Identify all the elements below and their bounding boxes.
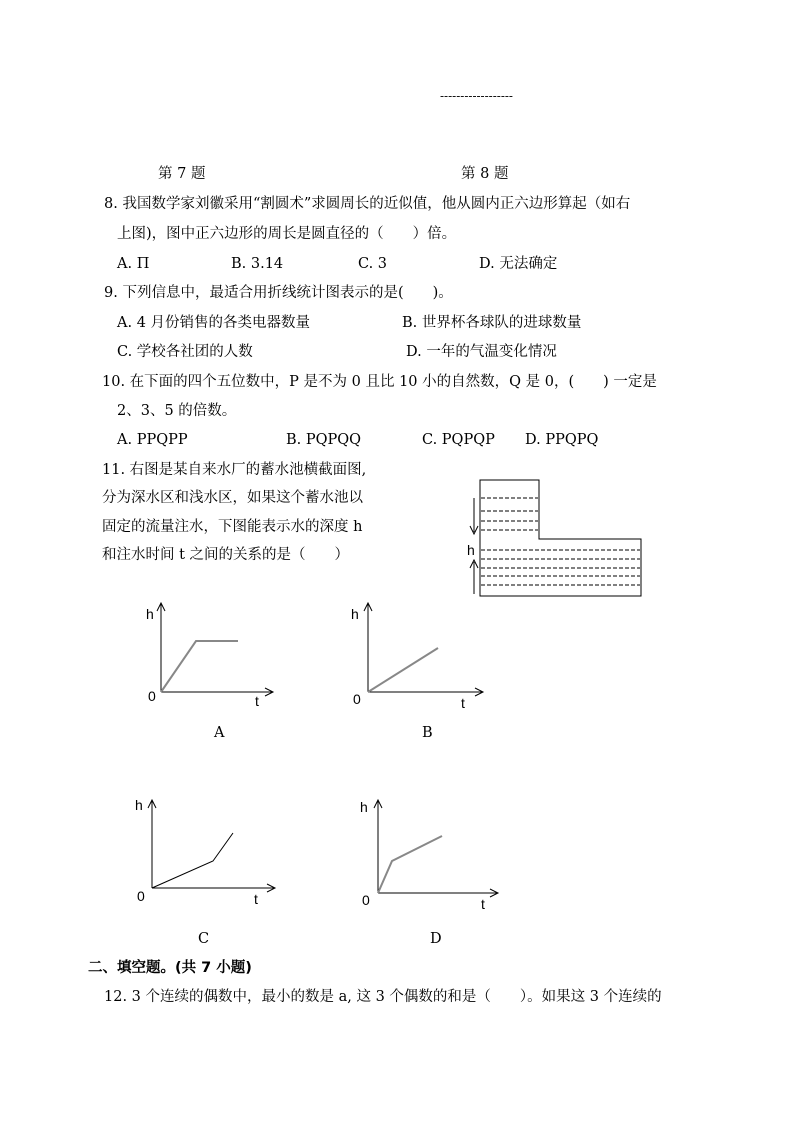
reservoir-cross-section-diagram: [460, 476, 645, 601]
graph-c-y-label: h: [135, 797, 143, 813]
question-9-option-a: A. 4 月份销售的各类电器数量: [117, 315, 311, 331]
question-11-text-line1: 11. 右图是某自来水厂的蓄水池横截面图,: [102, 462, 367, 478]
graph-b-x-label: t: [461, 695, 465, 711]
question-10-option-d: D. PPQPQ: [525, 432, 599, 448]
question-8-option-b: B. 3.14: [231, 256, 284, 272]
graph-d-origin-label: 0: [362, 892, 370, 908]
graph-c-origin-label: 0: [137, 888, 145, 904]
graph-a-curve: [161, 641, 238, 692]
question-8-text-line2: 上图)，图中正六边形的周长是圆直径的（ ）倍。: [117, 226, 457, 242]
graph-a-x-label: t: [255, 693, 259, 709]
question-11-text-line3: 固定的流量注水，下图能表示水的深度 h: [102, 519, 363, 535]
question-10-option-b: B. PQPQQ: [286, 432, 362, 448]
graph-a-y-label: h: [146, 606, 154, 622]
graph-option-a: [140, 600, 290, 710]
question-9-option-b: B. 世界杯各球队的进球数量: [402, 315, 582, 331]
header-dash-line: ------------------: [440, 89, 513, 103]
graph-option-b: [345, 600, 495, 710]
question-10-text-line1: 10. 在下面的四个五位数中，P 是不为 0 且比 10 小的自然数，Q 是 0，( ) 一定是: [102, 374, 657, 390]
question-9-option-c: C. 学校各社团的人数: [117, 344, 253, 360]
question-8-option-a: A. Π: [117, 256, 150, 272]
question-9-option-d: D. 一年的气温变化情况: [406, 344, 557, 360]
graph-c-option-label: C: [198, 931, 210, 947]
question-11-text-line2: 分为深水区和浅水区，如果这个蓄水池以: [102, 490, 363, 506]
caption-question-8: 第 8 题: [461, 166, 509, 182]
graph-b-option-label: B: [422, 725, 433, 741]
caption-question-7: 第 7 题: [158, 166, 206, 182]
graph-d-curve: [378, 836, 442, 893]
graph-a-origin-label: 0: [148, 688, 156, 704]
question-12-text: 12. 3 个连续的偶数中，最小的数是 a, 这 3 个偶数的和是（ ）。如果这 3 个连续的: [104, 989, 662, 1005]
question-10-option-a: A. PPQPP: [117, 432, 188, 448]
question-8-text-line1: 8. 我国数学家刘徽采用“割圆术”求圆周长的近似值，他从圆内正六边形算起（如右: [104, 196, 631, 212]
graph-b-y-label: h: [351, 606, 359, 622]
graph-d-y-label: h: [360, 799, 368, 815]
graph-c-x-label: t: [254, 891, 258, 907]
graph-option-d: [356, 795, 506, 915]
graph-d-option-label: D: [430, 931, 442, 947]
question-8-option-c: C. 3: [358, 256, 388, 272]
question-11-text-line4: 和注水时间 t 之间的关系的是（ ）: [102, 547, 350, 563]
graph-option-c: [132, 795, 282, 910]
question-8-option-d: D. 无法确定: [479, 256, 558, 272]
section-2-title: 二、填空题。(共 7 小题): [88, 960, 252, 976]
graph-b-curve: [368, 648, 438, 692]
question-10-text-line2: 2、3、5 的倍数。: [117, 403, 237, 419]
question-9-text: 9. 下列信息中，最适合用折线统计图表示的是( )。: [104, 285, 453, 301]
graph-b-origin-label: 0: [353, 691, 361, 707]
graph-c-curve: [152, 833, 233, 888]
graph-a-option-label: A: [214, 725, 225, 741]
graph-d-x-label: t: [481, 896, 485, 912]
question-10-option-c: C. PQPQP: [422, 432, 495, 448]
reservoir-h-label: h: [467, 542, 475, 558]
